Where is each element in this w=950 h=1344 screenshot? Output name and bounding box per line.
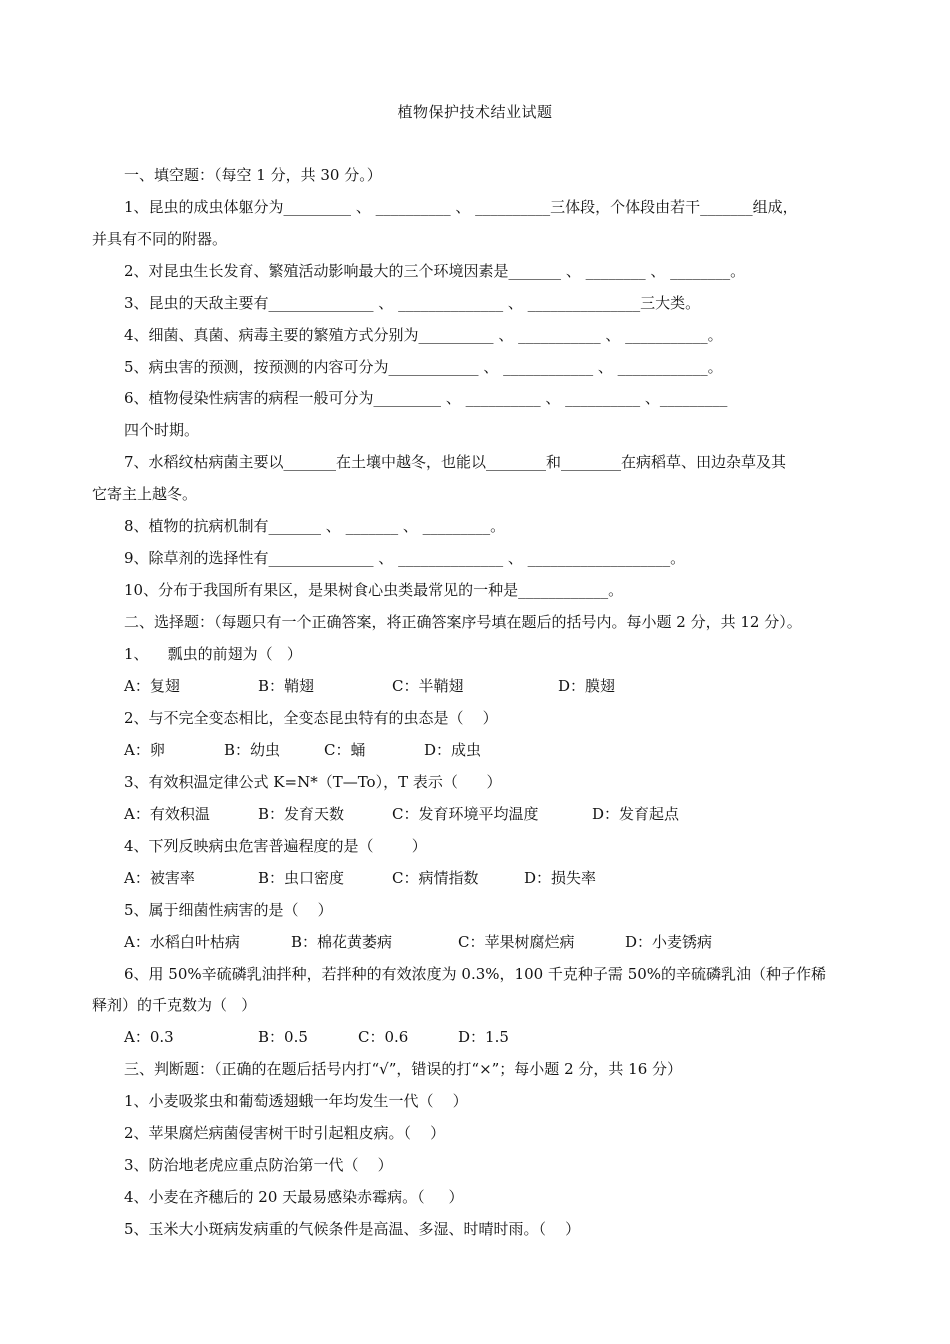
option-b: B：鞘翅 — [258, 677, 315, 695]
option-a: A：有效积温 — [124, 805, 210, 823]
option-d: D：损失率 — [524, 869, 597, 887]
question-2-4-options — [124, 867, 864, 889]
option-d: D：膜翅 — [558, 677, 616, 695]
question-1-10: 10、分布于我国所有果区，是果树食心虫类最常见的一种是____________。 — [124, 581, 624, 599]
section-heading-fill-blank: 一、填空题：（每空 1 分，共 30 分。） — [124, 166, 382, 184]
question-1-3: 3、昆虫的天敌主要有______________ 、 ______________ 、 _______________三大类。 — [124, 294, 701, 312]
option-d: D：成虫 — [424, 741, 482, 759]
question-1-8: 8、植物的抗病机制有_______ 、 _______ 、 _________。 — [124, 517, 506, 535]
question-2-1: 1、 瓢虫的前翅为（ ） — [124, 645, 302, 663]
option-d: D：小麦锈病 — [625, 933, 713, 951]
option-c: C：苹果树腐烂病 — [458, 933, 575, 951]
option-a: A：复翅 — [124, 677, 180, 695]
option-b: B：0.5 — [258, 1028, 308, 1046]
question-3-1: 1、小麦吸浆虫和葡萄透翅蛾一年均发生一代（ ） — [124, 1092, 468, 1110]
option-b: B：幼虫 — [224, 741, 281, 759]
question-1-1: 1、昆虫的成虫体躯分为_________ 、 __________ 、 __________三体段，个体段由若干_______组成， — [124, 198, 798, 216]
question-1-7-continued: 它寄主上越冬。 — [92, 485, 198, 503]
question-3-5: 5、玉米大小斑病发病重的气候条件是高温、多湿、时晴时雨。（ ） — [124, 1220, 581, 1238]
question-1-6: 6、植物侵染性病害的病程一般可分为_________ 、 __________ 、 __________ 、_________ — [124, 389, 728, 407]
option-b: B：棉花黄萎病 — [291, 933, 393, 951]
question-3-4: 4、小麦在齐穗后的 20 天最易感染赤霉病。（ ） — [124, 1188, 464, 1206]
question-2-3-options — [124, 803, 864, 825]
question-1-9: 9、除草剂的选择性有______________ 、 ______________ 、 ___________________。 — [124, 549, 686, 567]
option-c: C：病情指数 — [392, 869, 479, 887]
option-c: C：发育环境平均温度 — [392, 805, 539, 823]
question-2-2-options — [124, 739, 864, 761]
question-1-7: 7、水稻纹枯病菌主要以_______在土壤中越冬，也能以________和________在病稻草、田边杂草及其 — [124, 453, 787, 471]
question-2-2: 2、与不完全变态相比，全变态昆虫特有的虫态是（ ） — [124, 709, 498, 727]
page-title: 植物保护技术结业试题 — [397, 103, 553, 121]
option-c: C：半鞘翅 — [392, 677, 464, 695]
question-2-6: 6、用 50%辛硫磷乳油拌种，若拌种的有效浓度为 0.3%，100 千克种子需 50%的辛硫磷乳油（种子作稀 — [124, 965, 827, 983]
question-1-1-continued: 并具有不同的附器。 — [92, 230, 228, 248]
question-1-6-continued: 四个时期。 — [124, 421, 200, 439]
option-d: D：1.5 — [458, 1028, 509, 1046]
option-a: A：0.3 — [124, 1028, 174, 1046]
option-b: B：发育天数 — [258, 805, 345, 823]
option-c: C：0.6 — [358, 1028, 409, 1046]
section-heading-true-false: 三、判断题：（正确的在题后括号内打“√”，错误的打“×”；每小题 2 分，共 16 分） — [124, 1060, 683, 1078]
question-2-3: 3、有效积温定律公式 K=N*（T—To），T 表示（ ） — [124, 773, 502, 791]
question-2-4: 4、下列反映病虫危害普遍程度的是（ ） — [124, 837, 427, 855]
question-1-4: 4、细菌、真菌、病毒主要的繁殖方式分别为__________ 、 ___________ 、 ___________。 — [124, 326, 723, 344]
option-d: D：发育起点 — [592, 805, 680, 823]
question-2-5: 5、属于细菌性病害的是（ ） — [124, 901, 333, 919]
section-heading-multiple-choice: 二、选择题：（每题只有一个正确答案，将正确答案序号填在题后的括号内。每小题 2 分，共 12 分）。 — [124, 613, 802, 631]
option-c: C：蛹 — [324, 741, 366, 759]
question-3-3: 3、防治地老虎应重点防治第一代（ ） — [124, 1156, 393, 1174]
option-a: A：水稻白叶枯病 — [124, 933, 240, 951]
question-1-5: 5、病虫害的预测，按预测的内容可分为____________ 、 ____________ 、 ____________。 — [124, 358, 723, 376]
question-2-6-continued: 释剂）的千克数为（ ） — [92, 996, 257, 1014]
question-2-5-options — [124, 931, 864, 953]
question-2-1-options — [124, 675, 864, 697]
option-a: A：卵 — [124, 741, 165, 759]
question-3-2: 2、苹果腐烂病菌侵害树干时引起粗皮病。（ ） — [124, 1124, 446, 1142]
question-2-6-options — [124, 1026, 864, 1048]
option-b: B：虫口密度 — [258, 869, 345, 887]
question-1-2: 2、对昆虫生长发育、繁殖活动影响最大的三个环境因素是_______ 、 ________ 、 ________。 — [124, 262, 746, 280]
option-a: A：被害率 — [124, 869, 195, 887]
